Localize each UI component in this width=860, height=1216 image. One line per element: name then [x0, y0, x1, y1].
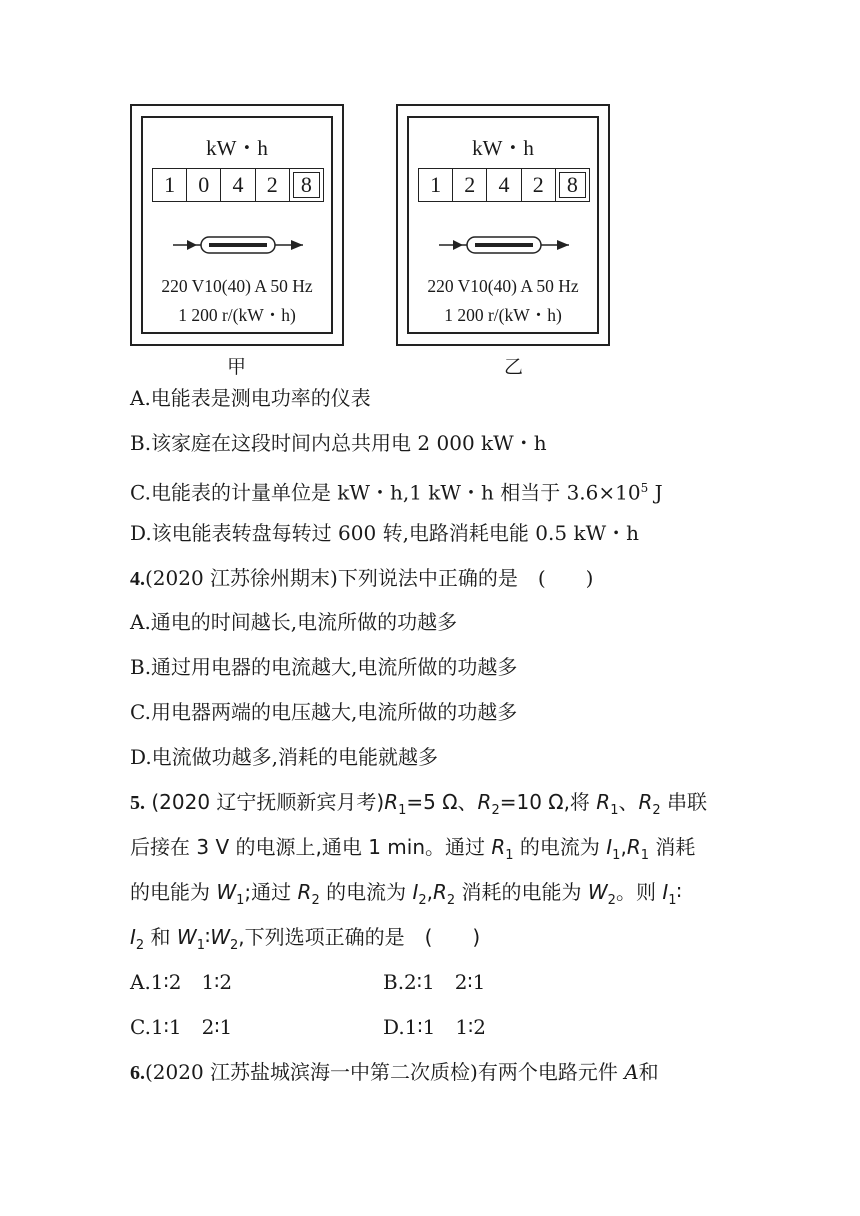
- meter-jia: [130, 104, 344, 346]
- q4-stem: 4.(2020 江苏徐州期末)下列说法中正确的是 ( ): [130, 566, 594, 590]
- rotating-disc-arrow-icon: [439, 233, 571, 257]
- q5-option-b: B.2∶1 2∶1: [383, 970, 486, 994]
- q5-stem-line2: 后接在 3 V 的电源上,通电 1 min。通过 $R_1$ 的电流为 $I_1,R_1$ 消耗: [130, 835, 696, 863]
- question-number: 5.: [130, 792, 145, 814]
- q5-option-c: C.1∶1 2∶1: [130, 1015, 233, 1039]
- meter-yi-digit: 1: [419, 169, 453, 201]
- meter-yi-caption: 乙: [504, 356, 524, 378]
- q3-option-b: B.该家庭在这段时间内总共用电 2 000 kW・h: [130, 431, 547, 455]
- meter-yi-digits: [418, 168, 590, 202]
- meter-yi-unit: kW・h: [472, 136, 534, 160]
- q3-option-c: C.电能表的计量单位是 kW・h,1 kW・h 相当于 $3.6\times 10^5$ J: [130, 480, 663, 505]
- meter-jia-constant: 1 200 r/(kW・h): [178, 305, 296, 325]
- meter-jia-digit: 2: [256, 169, 290, 201]
- meter-yi-digit: 4: [487, 169, 521, 201]
- meter-yi-digit: 2: [453, 169, 487, 201]
- q5-option-d: D.1∶1 1∶2: [383, 1015, 486, 1039]
- meter-jia-rating: 220 V10(40) A 50 Hz: [161, 276, 313, 296]
- question-number: 4.: [130, 568, 145, 590]
- q5-option-a: A.1∶2 1∶2: [130, 970, 233, 994]
- meter-jia-digit: 4: [221, 169, 255, 201]
- q4-option-d: D.电流做功越多,消耗的电能就越多: [130, 745, 439, 769]
- meter-yi-digit: 2: [522, 169, 556, 201]
- question-number: 6.: [130, 1062, 145, 1084]
- meter-yi-rating: 220 V10(40) A 50 Hz: [427, 276, 579, 296]
- q3-option-d: D.该电能表转盘每转过 600 转,电路消耗电能 0.5 kW・h: [130, 521, 640, 545]
- q5-stem-line1: 5. (2020 辽宁抚顺新宾月考)$R_1=5$ Ω、$R_2=10$ Ω,将 $R_1$、$R_2$ 串联: [130, 790, 708, 818]
- meter-yi-constant: 1 200 r/(kW・h): [444, 305, 562, 325]
- meter-jia-digit: 0: [187, 169, 221, 201]
- q4-option-b: B.通过用电器的电流越大,电流所做的功越多: [130, 655, 518, 679]
- meter-jia-decimal-digit: 8: [290, 169, 323, 201]
- rotating-disc-arrow-icon: [173, 233, 305, 257]
- q4-option-a: A.通电的时间越长,电流所做的功越多: [130, 610, 458, 634]
- q6-stem: 6.(2020 江苏盐城滨海一中第二次质检)有两个电路元件 A和: [130, 1060, 659, 1084]
- q3-option-a: A.电能表是测电功率的仪表: [130, 386, 371, 410]
- meter-jia-unit: kW・h: [206, 136, 268, 160]
- meter-yi-panel: [407, 116, 599, 334]
- meter-yi-decimal-digit: 8: [556, 169, 589, 201]
- q5-stem-line3: 的电能为 $W_1$;通过 $R_2$ 的电流为 $I_2,R_2$ 消耗的电能为 $W_2$。则 $I_1∶$: [130, 880, 682, 908]
- meter-jia-panel: [141, 116, 333, 334]
- q4-option-c: C.用电器两端的电压越大,电流所做的功越多: [130, 700, 518, 724]
- meter-jia-caption: 甲: [227, 356, 247, 378]
- meter-jia-digits: [152, 168, 324, 202]
- q5-stem-line4: $I_2$ 和 $W_1∶W_2$,下列选项正确的是 ( ): [130, 925, 481, 953]
- meter-yi: [396, 104, 610, 346]
- meter-jia-digit: 1: [153, 169, 187, 201]
